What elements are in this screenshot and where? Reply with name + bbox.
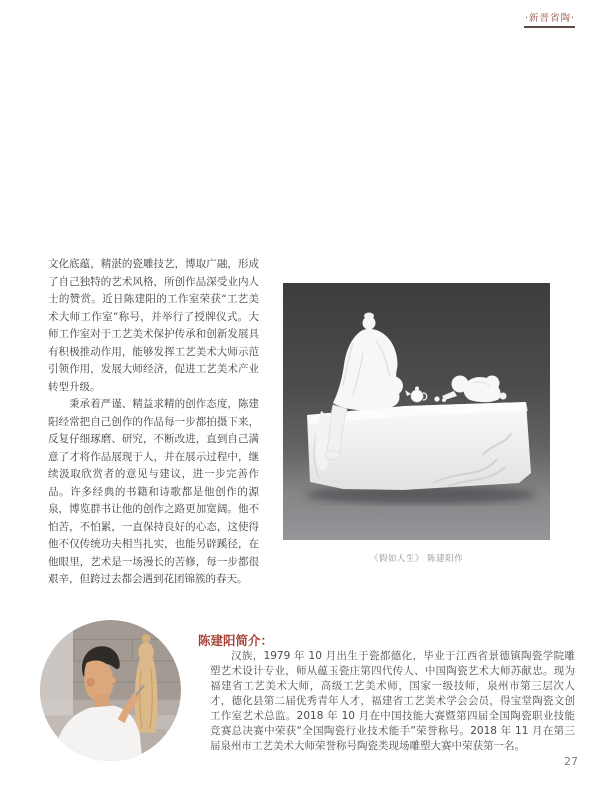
article-paragraph-2: 秉承着严谨、精益求精的创作态度，陈建阳经常把自己创作的作品每一步都拍摄下来，反复仔细琢磨、研究，不断改进，直到自己满意了才将作品展现于人，并在展示过程中，继续汲取欣赏者的意见与建议，进一步完善作品。许多经典的书籍和诗歌都是他创作的源泉，博览群书让他的创作之路更加宽阔。他不怕苦，不怕累，一直保持良好的心态，这使得他不仅传统功夫相当扎实，也能另辟蹊径，在他眼里，艺术是一场漫长的苦修，每一步都很艰辛，但跨过去都会遇到花团锦簇的春天。 [48,398,259,585]
article-column [48,256,259,589]
article-paragraph-1: 文化底蕴，精湛的瓷雕技艺，博取广融，形成了自己独特的艺术风格，所创作品深受业内人士的赞赏。近日陈建阳的工作室荣获“工艺美术大师工作室”称号，并举行了授牌仪式。大师工作室对于工艺美术保护传承和创新发展具有积极推动作用，能够发挥工艺美术大师示范引领作用，发展大师经济，促进工艺美术产业转型升级。 [48,258,259,393]
bio-text: 汉族，1979 年 10 月出生于瓷都德化，毕业于江西省景德镇陶瓷学院雕塑艺术设计专业，师从蕴玉瓷庄第四代传人、中国陶瓷艺术大师苏献忠。现为福建省工艺美术大师，高级工艺美术师，国家一级技师，泉州市第三层次人才，德化县第二届优秀青年人才，福建省工艺美术学会会员，得宝堂陶瓷文创工作室艺术总监。2018 年 10 月在中国技能大赛暨第四届全国陶瓷职业技能竞赛总决赛中荣获“全国陶瓷行业技术能手”荣誉称号。2018 年 11 月在第三届泉州市工艺美术大师荣誉称号陶瓷类现场雕塑大赛中荣获第一名。 [210,650,575,752]
column-tag-underline [524,26,575,28]
artist-portrait-photo [40,620,181,761]
artwork-photo [283,283,550,540]
column-tag: ·新晋省陶· [524,13,575,24]
artwork-caption: 《假如人生》 陈建阳作 [369,554,464,564]
sculpture-photo [283,283,550,540]
bio-heading: 陈建阳简介： [198,633,274,648]
page-number: 27 [564,755,578,768]
artist-portrait [40,620,181,761]
